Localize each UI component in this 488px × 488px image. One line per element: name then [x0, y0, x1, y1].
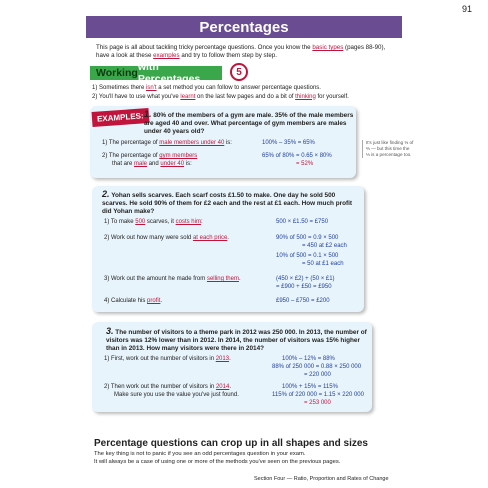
key-points: [92, 84, 402, 101]
point-item: [92, 84, 402, 93]
intro-text: (pages 88-90), have a look at these: [96, 44, 386, 59]
example-2-step-1: [104, 219, 203, 227]
side-note: It's just like finding ⅓ of ⅔ — but this time the ⅓ is a percentage too.: [362, 140, 414, 158]
example-3-answer-5: 115% of 220 000 = 1.15 × 220 000: [272, 392, 364, 398]
step-highlight: gym members: [159, 153, 198, 159]
step-highlight: profit: [147, 298, 161, 304]
step-highlight: under 40: [160, 160, 185, 167]
step-text: 1) First, work out the number of visitors in: [104, 356, 216, 362]
example-2-answer-4: 10% of 500 = 0.1 × 500: [276, 253, 339, 259]
example-3-step-1: [104, 356, 274, 364]
step-highlight: costs him: [175, 219, 201, 225]
intro-text: and try to follow them step by step.: [179, 52, 277, 59]
step-highlight: 500: [135, 219, 146, 225]
example-2-question: [102, 190, 358, 216]
point-text: Sometimes there: [99, 85, 147, 91]
step-text: .: [229, 356, 231, 362]
step-highlight: 2014: [215, 384, 230, 390]
intro-paragraph: [96, 44, 396, 60]
step-text: is:: [184, 160, 192, 167]
step-text: 2) Then work out the number of visitors in: [104, 384, 216, 390]
example-1-step-1: [102, 140, 262, 148]
step-text: scarves, it: [145, 219, 176, 225]
example-2-answer-6: (450 × £2) + (50 × £1): [276, 276, 335, 282]
example-1-answer-2: 65% of 80% = 0.65 × 80%: [262, 153, 332, 159]
question-text: 80% of the members of a gym are male. 35% of the male members are aged 40 and over. What percentage of gym members are males under 40 years old?: [144, 112, 354, 135]
question-text: Yohan sells scarves. Each scarf costs £1.50 to make. One day he sold 500 scarves. He sold 90% of them for £2 each and the rest at £1 each. How much profit did Yohan make?: [102, 192, 353, 215]
example-2-step-3: [104, 276, 241, 284]
step-highlight: at each price: [192, 235, 228, 241]
step-text: Make sure you use the value you've just found.: [114, 391, 239, 398]
step-text: is:: [224, 140, 232, 146]
page-number: 91: [461, 4, 472, 14]
step-text: .: [238, 276, 241, 282]
question-number: 2.: [102, 189, 110, 199]
summary-line: It will always be a case of using one or more of the methods you've seen on the previous pages.: [94, 458, 341, 465]
step-text: 1) The percentage of: [102, 140, 160, 146]
example-2-answer-1: 500 × £1.50 = £750: [276, 219, 329, 225]
step-highlight: selling them: [206, 276, 239, 282]
examples-label: EXAMPLES:: [92, 108, 150, 127]
step-text: 2) The percentage of: [102, 153, 160, 159]
step-highlight: 2013: [215, 356, 230, 362]
question-text: The number of visitors to a theme park in 2012 was 250 000. In 2013, the number of visitors was 12% lower than in 2012. In 2014, the number of visitors was 15% higher than in 2013. How many visitors were there in 2014?: [106, 329, 367, 352]
step-text: .: [229, 384, 231, 390]
example-3-answer-3: = 220 000: [304, 372, 331, 378]
example-1-answer-3: = 52%: [296, 161, 314, 167]
step-text: :: [200, 219, 203, 225]
question-number: 1.: [144, 109, 152, 119]
page-title: Percentages: [86, 16, 402, 38]
step-text: that are: [112, 160, 135, 167]
example-2-answer-8: £950 – £750 = £200: [276, 298, 330, 304]
example-3-step-2: [104, 384, 274, 399]
step-text: 1) To make: [104, 219, 136, 225]
example-1-question: [144, 110, 356, 136]
summary-text: [94, 451, 394, 466]
point-number: 1): [92, 85, 98, 91]
example-3-question: [106, 327, 368, 353]
point-highlight: isn't: [146, 85, 157, 91]
example-3-answer-2: 88% of 250 000 = 0.88 × 250 000: [272, 364, 362, 370]
point-text: You'll have to use what you've: [98, 93, 181, 100]
examples-link[interactable]: examples: [153, 52, 180, 59]
heading-word-working: Working: [96, 67, 138, 79]
step-highlight: male members under 40: [159, 140, 225, 146]
example-3-answer-1: 100% – 12% = 88%: [282, 356, 335, 362]
intro-text: This page is all about tackling tricky percentage questions. Once you know the: [96, 44, 313, 51]
step-text: 3) Work out the amount he made from: [104, 276, 207, 282]
step-text: .: [227, 235, 229, 241]
point-text: for yourself.: [315, 93, 349, 100]
step-text: 2) Work out how many were sold: [104, 235, 193, 241]
example-3-answer-6: = 253 000: [304, 400, 331, 406]
summary-heading: Percentage questions can crop up in all shapes and sizes: [94, 438, 368, 449]
example-2-step-4: [104, 298, 162, 306]
point-highlight: thinking: [295, 93, 316, 100]
step-highlight: male: [134, 160, 148, 167]
example-2-answer-2: 90% of 500 = 0.9 × 500: [276, 235, 339, 241]
step-text: .: [160, 298, 163, 304]
example-2-answer-3: = 450 at £2 each: [302, 243, 347, 249]
point-highlight: learnt: [180, 93, 196, 100]
example-2-step-2: [104, 235, 229, 243]
point-text: on the last few pages and do a bit of: [195, 93, 296, 100]
section-heading: [90, 61, 222, 85]
step-text: 4) Calculate his: [104, 298, 148, 304]
point-item: [92, 93, 402, 102]
point-text: a set method you can follow to answer percentage questions.: [156, 85, 321, 91]
heading-rest: with Percentages: [137, 61, 201, 85]
example-1-step-2: [102, 153, 252, 168]
summary-line: The key thing is not to panic if you see an odd percentages question in your exam.: [94, 451, 306, 457]
example-1-answer-1: 100% – 35% = 65%: [262, 140, 315, 146]
example-3-answer-4: 100% + 15% = 115%: [282, 384, 338, 390]
section-footer: Section Four — Ratio, Proportion and Rates of Change: [254, 476, 389, 482]
basic-types-link[interactable]: basic types: [312, 44, 344, 51]
example-2-answer-5: = 50 at £1 each: [302, 261, 344, 267]
step-text: and: [147, 160, 161, 167]
grade-badge-icon: 5: [230, 63, 248, 81]
question-number: 3.: [106, 326, 114, 336]
example-2-answer-7: = £900 + £50 = £950: [276, 284, 332, 290]
point-number: 2): [92, 93, 98, 100]
